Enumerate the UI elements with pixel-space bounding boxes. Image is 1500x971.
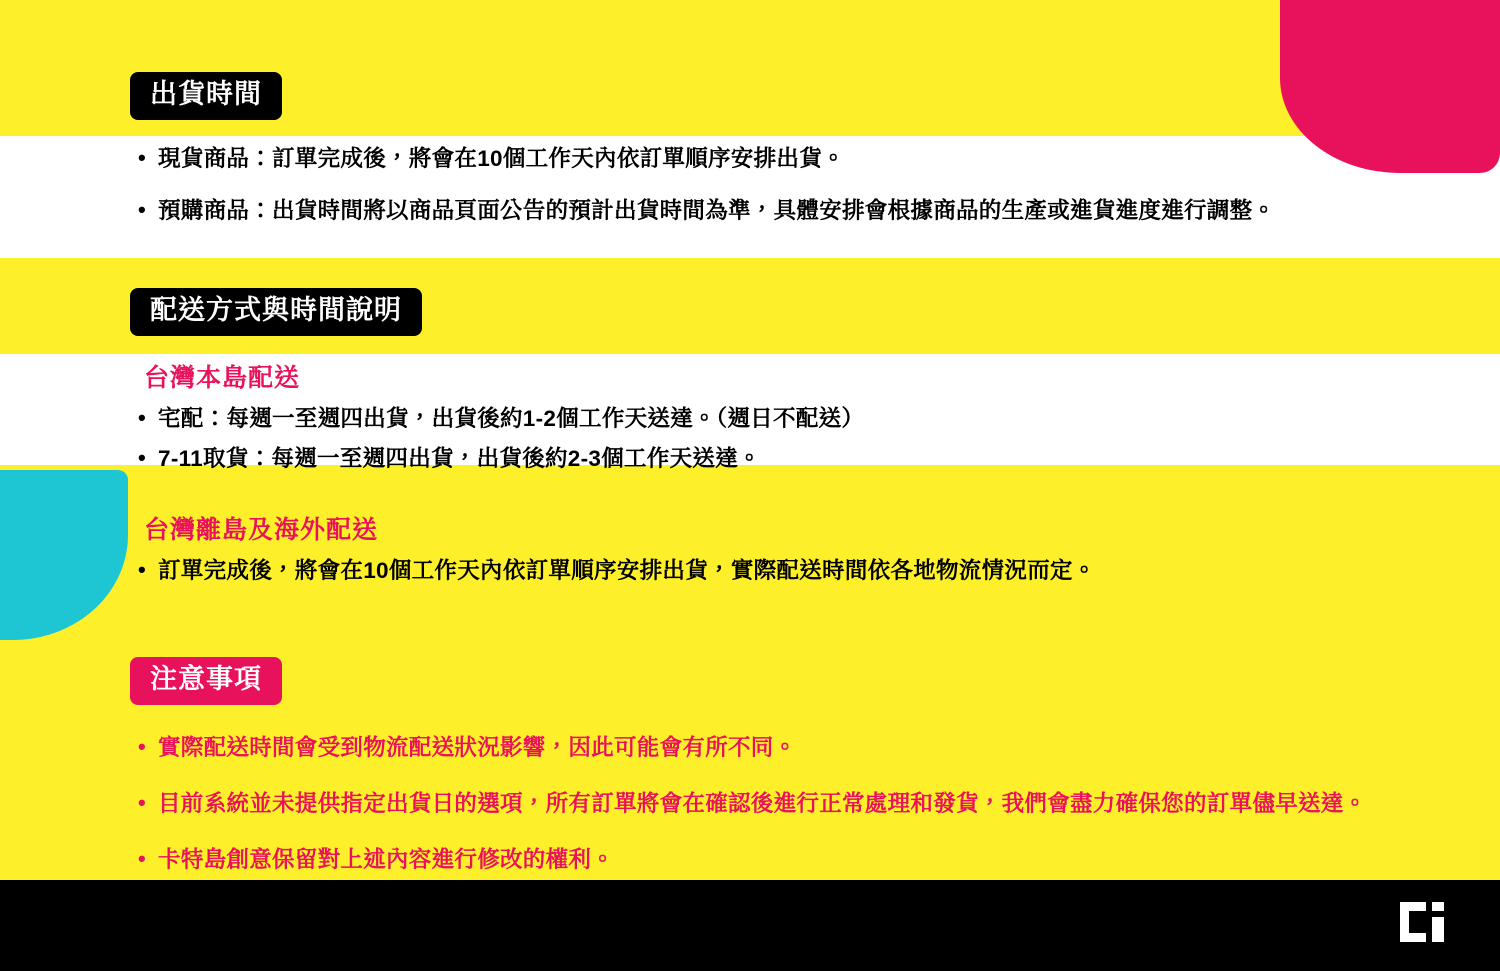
notes-heading: 注意事項 [130, 657, 282, 705]
brand-logo-icon [1396, 898, 1448, 946]
section-notes [0, 657, 1500, 876]
delivery-offshore-list [138, 556, 1500, 586]
list-item: • 訂單完成後，將會在10個工作天內依訂單順序安排出貨，實際配送時間依各地物流情況而定。 [138, 556, 1500, 586]
delivery-domestic-subheading: 台灣本島配送 [144, 363, 301, 392]
delivery-domestic-group [130, 358, 1500, 475]
list-item: • 7-11取貨：每週一至週四出貨，出貨後約2-3個工作天送達。 [138, 444, 1500, 474]
delivery-domestic-list [138, 404, 1500, 475]
list-item: • 實際配送時間會受到物流配送狀況影響，因此可能會有所不同。 [138, 733, 1500, 763]
delivery-methods-heading: 配送方式與時間說明 [130, 288, 422, 336]
section-delivery-methods [0, 288, 1500, 587]
list-item: • 宅配：每週一至週四出貨，出貨後約1-2個工作天送達。（週日不配送） [138, 404, 1500, 434]
list-item: • 目前系統並未提供指定出貨日的選項，所有訂單將會在確認後進行正常處理和發貨，我們會盡力確保您的訂單儘早送達。 [138, 789, 1500, 819]
list-item: • 預購商品：出貨時間將以商品頁面公告的預計出貨時間為準，具體安排會根據商品的生產或進貨進度進行調整。 [138, 196, 1500, 226]
section-shipping-time [0, 72, 1500, 226]
list-item: • 現貨商品：訂單完成後，將會在10個工作天內依訂單順序安排出貨。 [138, 144, 1500, 174]
list-item: • 卡特島創意保留對上述內容進行修改的權利。 [138, 845, 1500, 875]
shipping-time-heading: 出貨時間 [130, 72, 282, 120]
notes-list [138, 733, 1500, 876]
shipping-time-list [138, 144, 1500, 227]
delivery-offshore-group [130, 510, 1500, 586]
delivery-offshore-subheading: 台灣離島及海外配送 [144, 516, 379, 545]
